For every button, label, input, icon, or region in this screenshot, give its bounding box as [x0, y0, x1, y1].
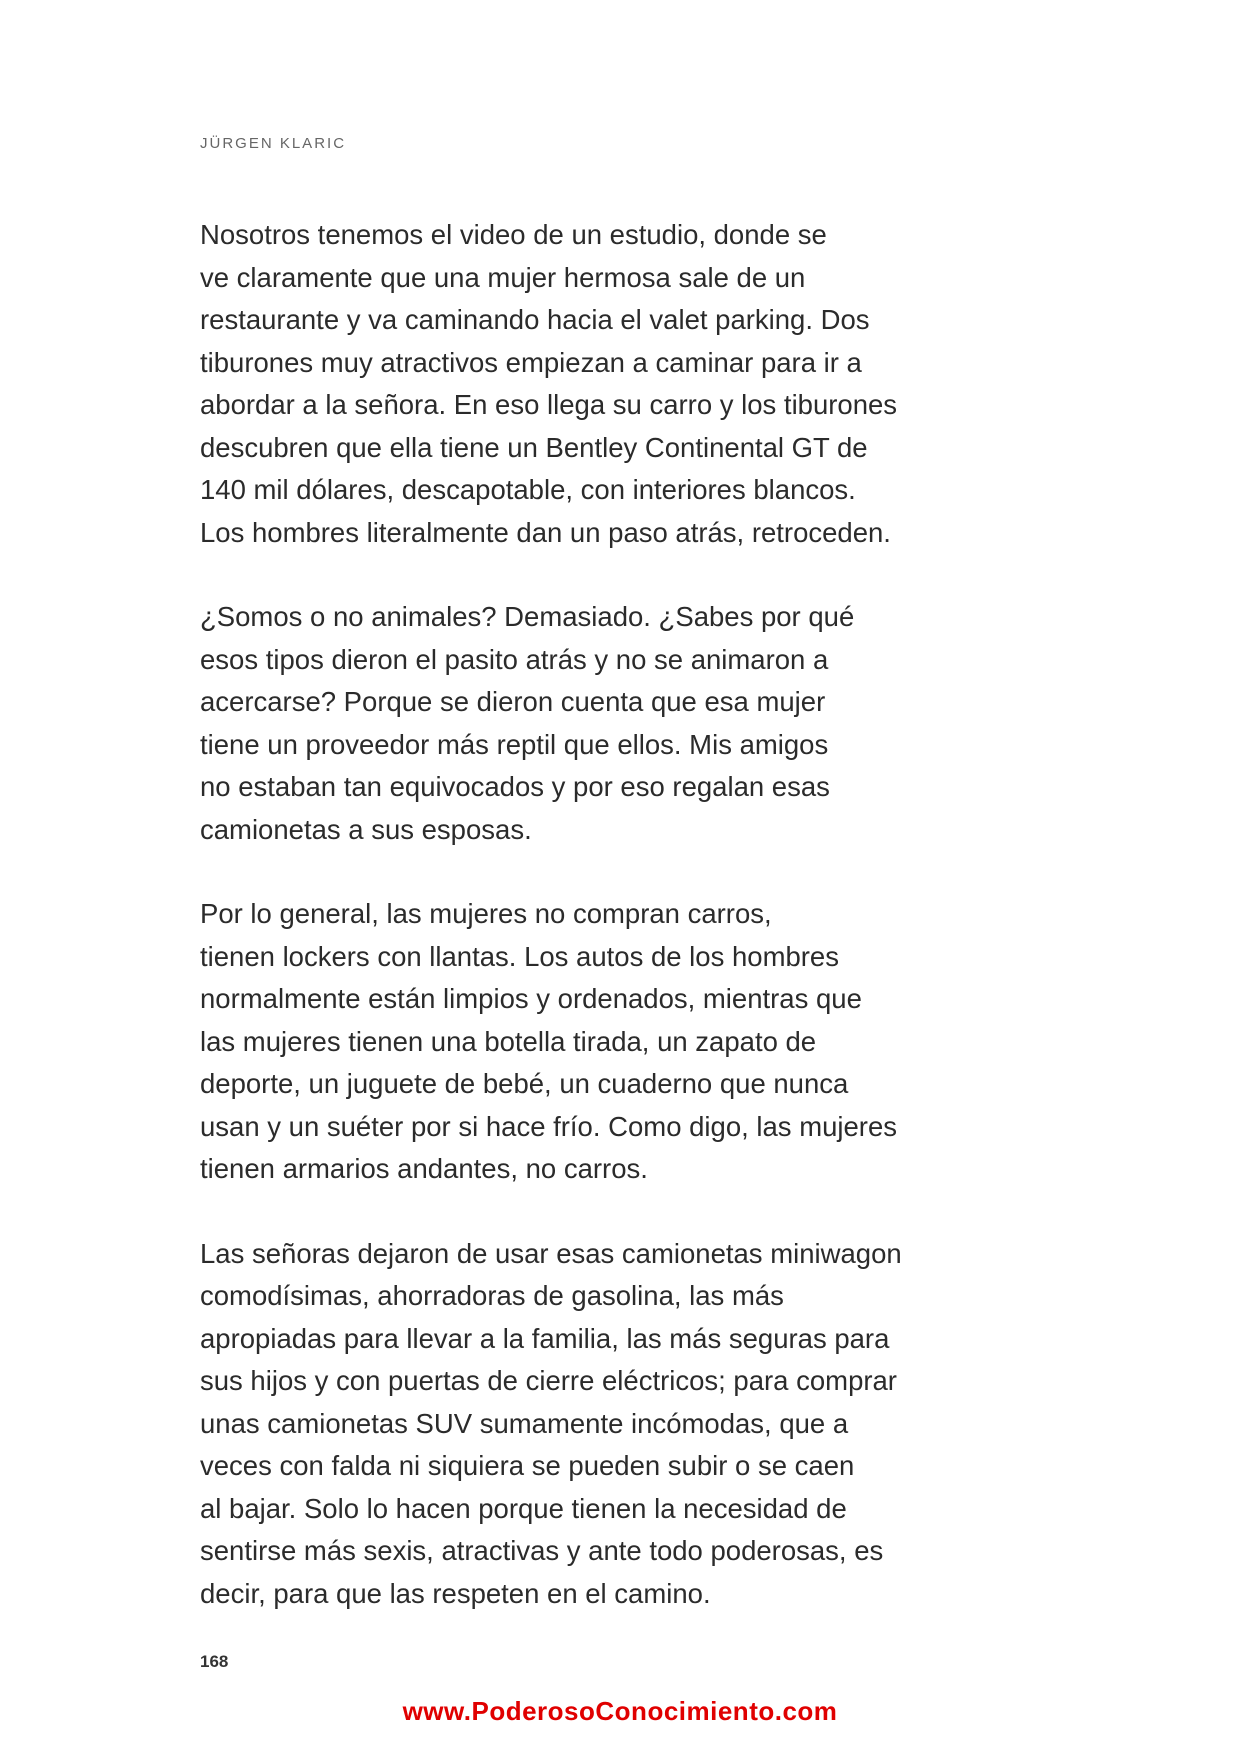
text-line: Nosotros tenemos el video de un estudio, donde se — [200, 219, 827, 250]
text-line: tiene un proveedor más reptil que ellos. Mis amigos — [200, 728, 829, 760]
text-line: 140 mil dólares, descapotable, con interiores blancos. — [200, 474, 856, 505]
text-line: abordar a la señora. En eso llega su carro y los tiburones — [200, 389, 898, 420]
text-line: al bajar. Solo lo hacen porque tienen la necesidad de — [200, 1492, 847, 1524]
text-line: normalmente están limpios y ordenados, mientras que — [200, 983, 862, 1014]
text-line: comodísimas, ahorradoras de gasolina, las más — [200, 1280, 784, 1311]
text-line: veces con falda ni siquiera se pueden subir o se caen — [200, 1450, 855, 1481]
paragraph-4 — [200, 1233, 1020, 1616]
text-line: Por lo general, las mujeres no compran carros, — [200, 898, 772, 929]
text-line: las mujeres tienen una botella tirada, un zapato de — [200, 1025, 817, 1057]
text-line: descubren que ella tiene un Bentley Continental GT de — [200, 431, 868, 463]
running-header: JÜRGEN KLARIC — [200, 135, 347, 152]
text-line: tienen armarios andantes, no carros. — [200, 1153, 648, 1184]
text-line: unas camionetas SUV sumamente incómodas, que a — [200, 1407, 849, 1439]
paragraph-1 — [200, 214, 1020, 554]
page-number: 168 — [200, 1652, 229, 1671]
text-line: ve claramente que una mujer hermosa sale de un — [200, 261, 806, 293]
text-line: Las señoras dejaron de usar esas camionetas miniwagon — [200, 1237, 902, 1269]
text-line: usan y un suéter por si hace frío. Como digo, las mujeres — [200, 1110, 898, 1142]
paragraph-3 — [200, 893, 1020, 1191]
text-line: sus hijos y con puertas de cierre eléctricos; para comprar — [200, 1365, 897, 1396]
text-line: restaurante y va caminando hacia el valet parking. Dos — [200, 304, 870, 335]
text-line: tienen lockers con llantas. Los autos de los hombres — [200, 940, 839, 972]
text-line: tiburones muy atractivos empiezan a caminar para ir a — [200, 346, 862, 378]
website-link[interactable]: www.PoderosoConocimiento.com — [402, 1696, 838, 1726]
text-line: ¿Somos o no animales? Demasiado. ¿Sabes por qué — [200, 601, 855, 632]
text-line: sentirse más sexis, atractivas y ante todo poderosas, es — [200, 1535, 884, 1566]
text-line: Los hombres literalmente dan un paso atrás, retroceden. — [200, 516, 891, 548]
paragraph-2 — [200, 596, 1020, 851]
text-line: camionetas a sus esposas. — [200, 813, 532, 845]
text-line: apropiadas para llevar a la familia, las más seguras para — [200, 1322, 890, 1354]
text-line: deporte, un juguete de bebé, un cuaderno que nunca — [200, 1068, 849, 1099]
text-line: decir, para que las respeten en el camino. — [200, 1577, 711, 1609]
text-line: esos tipos dieron el pasito atrás y no se animaron a — [200, 643, 829, 675]
page-body — [200, 214, 1020, 1657]
text-line: no estaban tan equivocados y por eso regalan esas — [200, 771, 830, 802]
text-line: acercarse? Porque se dieron cuenta que esa mujer — [200, 686, 826, 717]
